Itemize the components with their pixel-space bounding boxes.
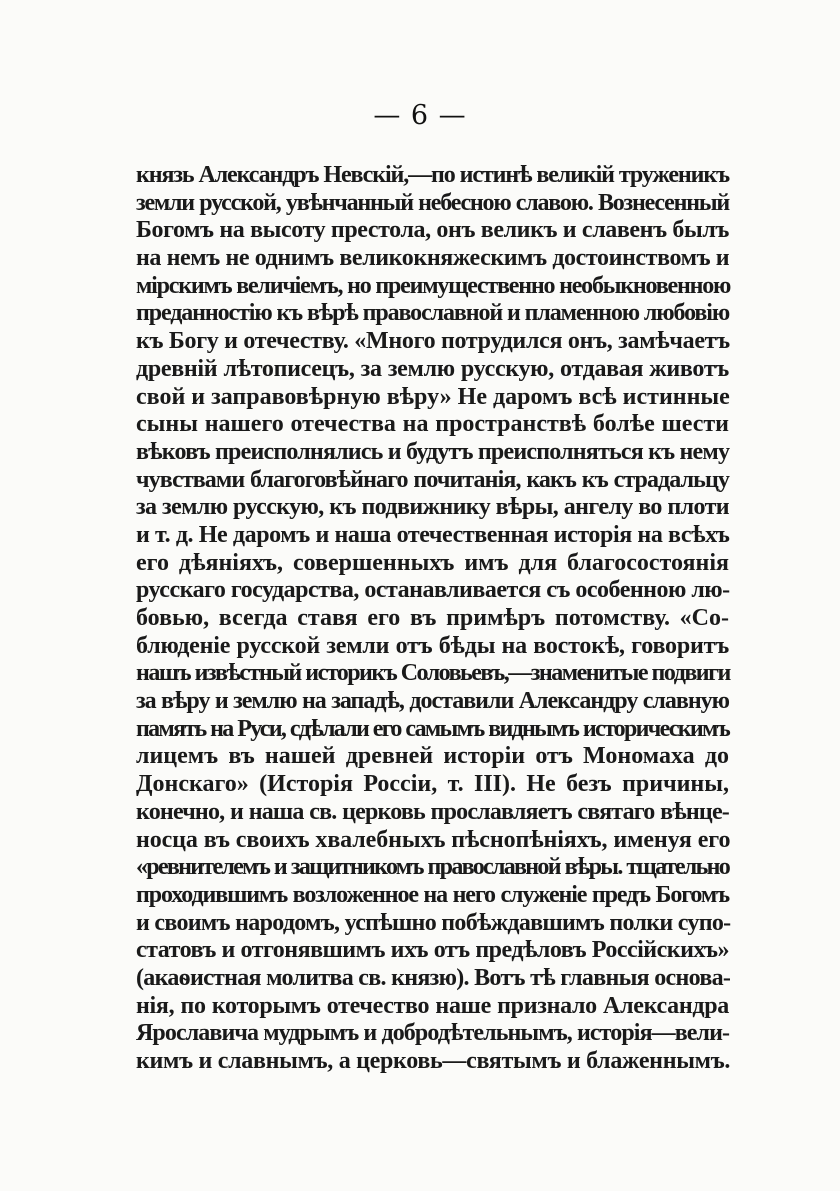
text-line: къ Богу и отечеству. «Много потрудился онъ, замѣчаетъ [136,328,730,355]
text-line: кимъ и славнымъ, а церковь—святымъ и блаженнымъ. [136,1048,731,1074]
text-line: земли русской, увѣнчанный небесною славою. Вознесенный [136,189,729,216]
text-line: Донскаго» (Исторія Россіи, т. III). Не безъ причины, [136,771,729,798]
text-line: бовью, всегда ставя его въ примѣръ потомству. «Со- [136,605,729,631]
text-line: князь Александръ Невскій,—по истинѣ великій труженикъ [136,162,729,188]
text-line: сыны нашего отечества на пространствѣ болѣе шести [136,411,729,438]
text-line: за вѣру и землю на западѣ, доставили Александру славную [136,688,729,715]
text-line: «ревнителемъ и защитникомъ православной вѣры. тщательно [136,854,729,881]
text-line: мірскимъ величіемъ, но преимущественно необыкновенною [136,272,731,299]
text-line: Богомъ на высоту престола, онъ великъ и славенъ былъ [136,217,729,244]
text-line: его дѣяніяхъ, совершенныхъ имъ для благосостоянія [136,549,729,576]
text-line: статовъ и отгонявшимъ ихъ отъ предѣловъ Россійскихъ» [136,937,729,964]
text-line: свой и заправовѣрную вѣру» Не даромъ всѣ истинные [136,383,730,410]
text-line: вѣковъ преисполнялись и будутъ преисполняться къ нему [136,438,730,465]
text-line: Ярославича мудрымъ и добродѣтельнымъ, исторія—вели- [136,1020,730,1047]
text-line: лицемъ въ нашей древней исторіи отъ Мономаха до [136,743,729,770]
text-line: носца въ своихъ хвалебныхъ пѣснопѣніяхъ, именуя его [136,826,731,853]
page-number: — 6 — [373,100,467,131]
text-line: и т. д. Не даромъ и наша отечественная исторія на всѣхъ [136,521,730,548]
text-line: конечно, и наша св. церковь прославляетъ святаго вѣнце- [136,798,729,825]
text-line: преданностію къ вѣрѣ православной и пламенною любовію [136,300,730,327]
text-line: на немъ не однимъ великокняжескимъ достоинствомъ и [136,245,730,272]
text-line: нія, по которымъ отечество наше признало Александра [136,992,729,1019]
text-line: (акаѳистная молитва св. князю). Вотъ тѣ главныя основа- [136,964,731,991]
text-line: древній лѣтописецъ, за землю русскую, отдавая животъ [136,355,729,382]
text-line: блюденіе русской земли отъ бѣды на востокѣ, говоритъ [136,632,729,659]
text-line: чувствами благоговѣйнаго почитанія, какъ къ страдальцу [136,466,729,493]
body-text [136,162,729,1076]
text-line: проходившимъ возложенное на него служеніе предъ Богомъ [136,881,729,908]
text-line: русскаго государства, останавливается съ особенною лю- [136,577,730,604]
text-line: за землю русскую, къ подвижнику вѣры, ангелу во плоти [136,494,729,521]
text-line: память на Руси, сдѣлали его самымъ виднымъ историческимъ [136,715,729,742]
text-line: и своимъ народомъ, успѣшно побѣждавшимъ полки супо- [136,909,731,936]
text-line: нашъ извѣстный историкъ Соловьевъ,—знаменитые подвиги [136,660,730,687]
